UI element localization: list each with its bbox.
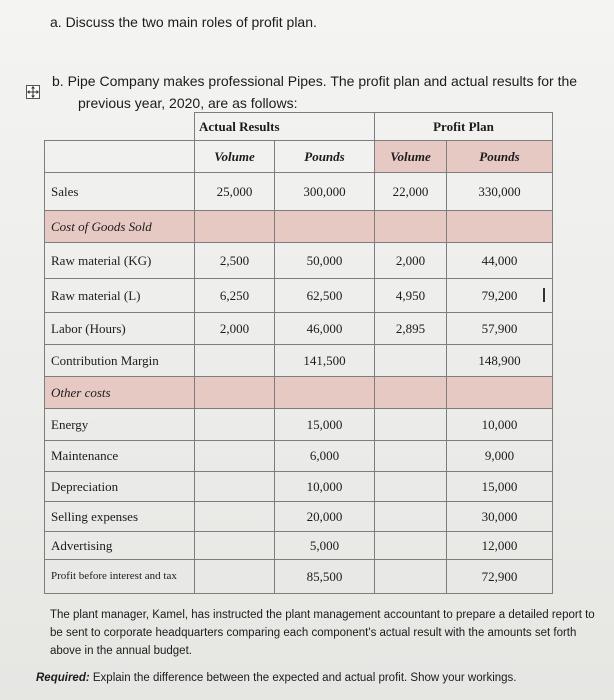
actual-pounds: 5,000 bbox=[275, 532, 375, 560]
table-row-advertising bbox=[45, 532, 553, 560]
plan-pounds: 9,000 bbox=[447, 441, 553, 472]
table-row-depreciation bbox=[45, 472, 553, 502]
table-row-sales bbox=[45, 173, 553, 211]
actual-pounds: 62,500 bbox=[275, 279, 375, 313]
actual-results-header: Actual Results bbox=[195, 113, 375, 141]
row-label: Profit before interest and tax bbox=[45, 560, 195, 594]
move-arrows-icon bbox=[27, 86, 39, 98]
row-label: Raw material (KG) bbox=[45, 243, 195, 279]
profit-plan-header: Profit Plan bbox=[375, 113, 553, 141]
plan-pounds: 30,000 bbox=[447, 502, 553, 532]
table-row-profit bbox=[45, 560, 553, 594]
actual-pounds: 85,500 bbox=[275, 560, 375, 594]
actual-pounds: 50,000 bbox=[275, 243, 375, 279]
plan-pounds-header: Pounds bbox=[447, 141, 553, 173]
required-label: Required: bbox=[36, 672, 90, 684]
actual-volume: 2,500 bbox=[195, 243, 275, 279]
row-label: Labor (Hours) bbox=[45, 313, 195, 345]
row-label: Advertising bbox=[45, 532, 195, 560]
actual-volume-header: Volume bbox=[195, 141, 275, 173]
text-cursor bbox=[543, 288, 545, 302]
question-b-line2: previous year, 2020, are as follows: bbox=[78, 95, 298, 111]
row-label: Contribution Margin bbox=[45, 345, 195, 377]
row-label: Maintenance bbox=[45, 441, 195, 472]
plan-volume: 22,000 bbox=[375, 173, 447, 211]
table-group-header-row bbox=[45, 113, 553, 141]
table-row-maintenance bbox=[45, 441, 553, 472]
required-text: Explain the difference between the expected and actual profit. Show your workings. bbox=[92, 672, 517, 684]
actual-pounds-header: Pounds bbox=[275, 141, 375, 173]
plan-pounds: 15,000 bbox=[447, 472, 553, 502]
actual-pounds: 300,000 bbox=[275, 173, 375, 211]
table-row-raw-kg bbox=[45, 243, 553, 279]
table-row-other-costs bbox=[45, 377, 553, 409]
row-label: Selling expenses bbox=[45, 502, 195, 532]
plan-volume: 2,000 bbox=[375, 243, 447, 279]
required-line bbox=[36, 672, 517, 684]
plan-pounds: 79,200 bbox=[447, 279, 553, 313]
row-label: Other costs bbox=[45, 377, 195, 409]
actual-pounds: 46,000 bbox=[275, 313, 375, 345]
actual-pounds: 20,000 bbox=[275, 502, 375, 532]
plan-pounds: 44,000 bbox=[447, 243, 553, 279]
plan-pounds: 10,000 bbox=[447, 409, 553, 441]
plan-pounds: 72,900 bbox=[447, 560, 553, 594]
row-label: Sales bbox=[45, 173, 195, 211]
row-label: Energy bbox=[45, 409, 195, 441]
plan-volume: 4,950 bbox=[375, 279, 447, 313]
plan-pounds: 57,900 bbox=[447, 313, 553, 345]
table-row-labor bbox=[45, 313, 553, 345]
row-label: Depreciation bbox=[45, 472, 195, 502]
actual-pounds: 10,000 bbox=[275, 472, 375, 502]
table-row-cogs bbox=[45, 211, 553, 243]
row-label: Raw material (L) bbox=[45, 279, 195, 313]
table-row-energy bbox=[45, 409, 553, 441]
actual-volume: 2,000 bbox=[195, 313, 275, 345]
profit-plan-table bbox=[44, 112, 553, 594]
actual-pounds: 15,000 bbox=[275, 409, 375, 441]
instruction-paragraph: The plant manager, Kamel, has instructed the plant management accountant to prepare a detailed report to be sent to corporate headquarters comparing each component's actual result with the amounts set forth above in the annual budget. bbox=[50, 609, 595, 657]
plan-volume-header: Volume bbox=[375, 141, 447, 173]
plan-pounds: 12,000 bbox=[447, 532, 553, 560]
plan-pounds: 330,000 bbox=[447, 173, 553, 211]
table-move-handle[interactable] bbox=[26, 85, 40, 99]
table-row-selling bbox=[45, 502, 553, 532]
question-b-line1: b. Pipe Company makes professional Pipes. The profit plan and actual results for the bbox=[52, 73, 578, 89]
actual-pounds: 6,000 bbox=[275, 441, 375, 472]
actual-volume: 6,250 bbox=[195, 279, 275, 313]
plan-volume: 2,895 bbox=[375, 313, 447, 345]
table-column-header-row bbox=[45, 141, 553, 173]
row-label: Cost of Goods Sold bbox=[45, 211, 195, 243]
actual-pounds: 141,500 bbox=[275, 345, 375, 377]
question-b bbox=[52, 70, 597, 114]
table-row-raw-l bbox=[45, 279, 553, 313]
actual-volume: 25,000 bbox=[195, 173, 275, 211]
plan-pounds: 148,900 bbox=[447, 345, 553, 377]
table-row-contribution bbox=[45, 345, 553, 377]
question-a: a. Discuss the two main roles of profit plan. bbox=[50, 14, 317, 30]
